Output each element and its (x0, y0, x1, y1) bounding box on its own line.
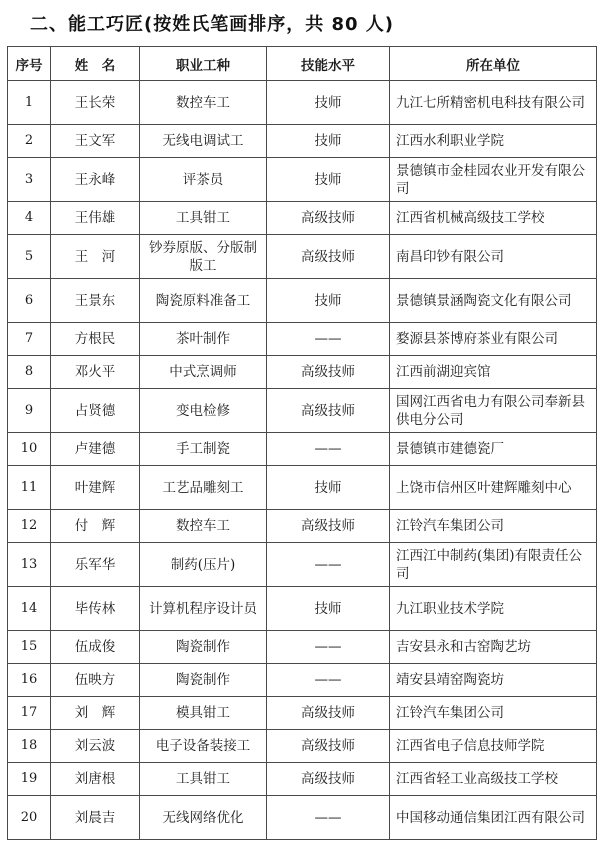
row-work-unit: 吉安县永和古窑陶艺坊 (390, 631, 597, 664)
row-trade: 变电检修 (140, 389, 267, 433)
header-trade: 职业工种 (140, 47, 267, 81)
row-trade: 中式烹调师 (140, 356, 267, 389)
table-row (8, 158, 597, 202)
row-trade: 陶瓷制作 (140, 631, 267, 664)
row-skill-level: —— (267, 433, 390, 466)
row-number: 13 (8, 543, 51, 587)
row-work-unit: 江铃汽车集团公司 (390, 510, 597, 543)
row-number: 8 (8, 356, 51, 389)
row-work-unit: 上饶市信州区叶建辉雕刻中心 (390, 466, 597, 510)
header-number: 序号 (8, 47, 51, 81)
row-number: 12 (8, 510, 51, 543)
row-trade: 手工制瓷 (140, 433, 267, 466)
row-skill-level: —— (267, 543, 390, 587)
row-number: 11 (8, 466, 51, 510)
row-name: 卢建德 (51, 433, 140, 466)
header-skill-level: 技能水平 (267, 47, 390, 81)
row-number: 5 (8, 235, 51, 279)
craftsmen-table (7, 46, 597, 840)
row-number: 2 (8, 125, 51, 158)
row-number: 16 (8, 664, 51, 697)
row-name: 王长荣 (51, 81, 140, 125)
row-work-unit: 九江七所精密机电科技有限公司 (390, 81, 597, 125)
table-row (8, 202, 597, 235)
row-trade: 陶瓷原料准备工 (140, 279, 267, 323)
row-name: 毕传林 (51, 587, 140, 631)
row-skill-level: 高级技师 (267, 763, 390, 796)
table-row (8, 763, 597, 796)
table-row (8, 323, 597, 356)
row-trade: 工艺品雕刻工 (140, 466, 267, 510)
row-work-unit: 景德镇景涵陶瓷文化有限公司 (390, 279, 597, 323)
row-work-unit: 江西水利职业学院 (390, 125, 597, 158)
row-number: 14 (8, 587, 51, 631)
table-row (8, 235, 597, 279)
row-name: 刘 辉 (51, 697, 140, 730)
row-skill-level: 高级技师 (267, 202, 390, 235)
row-skill-level: 高级技师 (267, 389, 390, 433)
row-number: 3 (8, 158, 51, 202)
row-skill-level: 技师 (267, 81, 390, 125)
table-row (8, 356, 597, 389)
row-number: 7 (8, 323, 51, 356)
row-trade: 电子设备装接工 (140, 730, 267, 763)
row-work-unit: 南昌印钞有限公司 (390, 235, 597, 279)
row-skill-level: 技师 (267, 279, 390, 323)
row-work-unit: 江铃汽车集团公司 (390, 697, 597, 730)
row-work-unit: 江西前湖迎宾馆 (390, 356, 597, 389)
row-work-unit: 江西省机械高级技工学校 (390, 202, 597, 235)
row-trade: 数控车工 (140, 81, 267, 125)
row-name: 方根民 (51, 323, 140, 356)
row-name: 占贤德 (51, 389, 140, 433)
row-trade: 数控车工 (140, 510, 267, 543)
row-number: 9 (8, 389, 51, 433)
row-name: 叶建辉 (51, 466, 140, 510)
row-number: 20 (8, 796, 51, 840)
table-row (8, 466, 597, 510)
row-number: 19 (8, 763, 51, 796)
row-name: 伍成俊 (51, 631, 140, 664)
row-name: 伍映方 (51, 664, 140, 697)
row-work-unit: 婺源县茶博府茶业有限公司 (390, 323, 597, 356)
row-trade: 制药(压片) (140, 543, 267, 587)
table-row (8, 510, 597, 543)
row-skill-level: 高级技师 (267, 510, 390, 543)
row-work-unit: 江西省电子信息技师学院 (390, 730, 597, 763)
row-number: 4 (8, 202, 51, 235)
row-work-unit: 江西省轻工业高级技工学校 (390, 763, 597, 796)
table-header-row (8, 47, 597, 81)
row-name: 王永峰 (51, 158, 140, 202)
row-name: 刘唐根 (51, 763, 140, 796)
row-work-unit: 中国移动通信集团江西有限公司 (390, 796, 597, 840)
row-skill-level: —— (267, 631, 390, 664)
table-row (8, 433, 597, 466)
row-name: 王伟雄 (51, 202, 140, 235)
row-skill-level: —— (267, 323, 390, 356)
row-name: 邓火平 (51, 356, 140, 389)
row-name: 付 辉 (51, 510, 140, 543)
row-number: 1 (8, 81, 51, 125)
row-skill-level: —— (267, 664, 390, 697)
row-number: 15 (8, 631, 51, 664)
row-trade: 计算机程序设计员 (140, 587, 267, 631)
table-row (8, 697, 597, 730)
table-row (8, 730, 597, 763)
row-skill-level: 高级技师 (267, 235, 390, 279)
row-trade: 无线网络优化 (140, 796, 267, 840)
table-row (8, 631, 597, 664)
row-skill-level: 技师 (267, 125, 390, 158)
row-skill-level: —— (267, 796, 390, 840)
row-work-unit: 靖安县靖窑陶瓷坊 (390, 664, 597, 697)
row-work-unit: 景德镇市金桂园农业开发有限公司 (390, 158, 597, 202)
row-number: 10 (8, 433, 51, 466)
row-name: 刘云波 (51, 730, 140, 763)
row-skill-level: 高级技师 (267, 730, 390, 763)
table-row (8, 587, 597, 631)
row-skill-level: 技师 (267, 466, 390, 510)
table-row (8, 389, 597, 433)
row-number: 17 (8, 697, 51, 730)
table-row (8, 543, 597, 587)
row-trade: 评茶员 (140, 158, 267, 202)
row-skill-level: 技师 (267, 158, 390, 202)
row-trade: 模具钳工 (140, 697, 267, 730)
row-name: 王景东 (51, 279, 140, 323)
row-work-unit: 国网江西省电力有限公司奉新县供电分公司 (390, 389, 597, 433)
row-trade: 陶瓷制作 (140, 664, 267, 697)
row-trade: 钞券原版、分版制版工 (140, 235, 267, 279)
row-work-unit: 九江职业技术学院 (390, 587, 597, 631)
table-row (8, 279, 597, 323)
table-row (8, 125, 597, 158)
table-row (8, 664, 597, 697)
row-trade: 无线电调试工 (140, 125, 267, 158)
header-name: 姓 名 (51, 47, 140, 81)
row-trade: 工具钳工 (140, 202, 267, 235)
row-work-unit: 江西江中制药(集团)有限责任公司 (390, 543, 597, 587)
header-work-unit: 所在单位 (390, 47, 597, 81)
page-heading: 二、能工巧匠(按姓氏笔画排序，共 80 人) (30, 14, 395, 35)
row-name: 乐军华 (51, 543, 140, 587)
table-row (8, 81, 597, 125)
row-trade: 工具钳工 (140, 763, 267, 796)
row-name: 王 河 (51, 235, 140, 279)
row-trade: 茶叶制作 (140, 323, 267, 356)
row-name: 王文军 (51, 125, 140, 158)
row-number: 6 (8, 279, 51, 323)
row-name: 刘晨吉 (51, 796, 140, 840)
row-skill-level: 高级技师 (267, 356, 390, 389)
craftsmen-table-container (7, 46, 596, 840)
table-row (8, 796, 597, 840)
row-number: 18 (8, 730, 51, 763)
row-skill-level: 技师 (267, 587, 390, 631)
row-work-unit: 景德镇市建德瓷厂 (390, 433, 597, 466)
row-skill-level: 高级技师 (267, 697, 390, 730)
